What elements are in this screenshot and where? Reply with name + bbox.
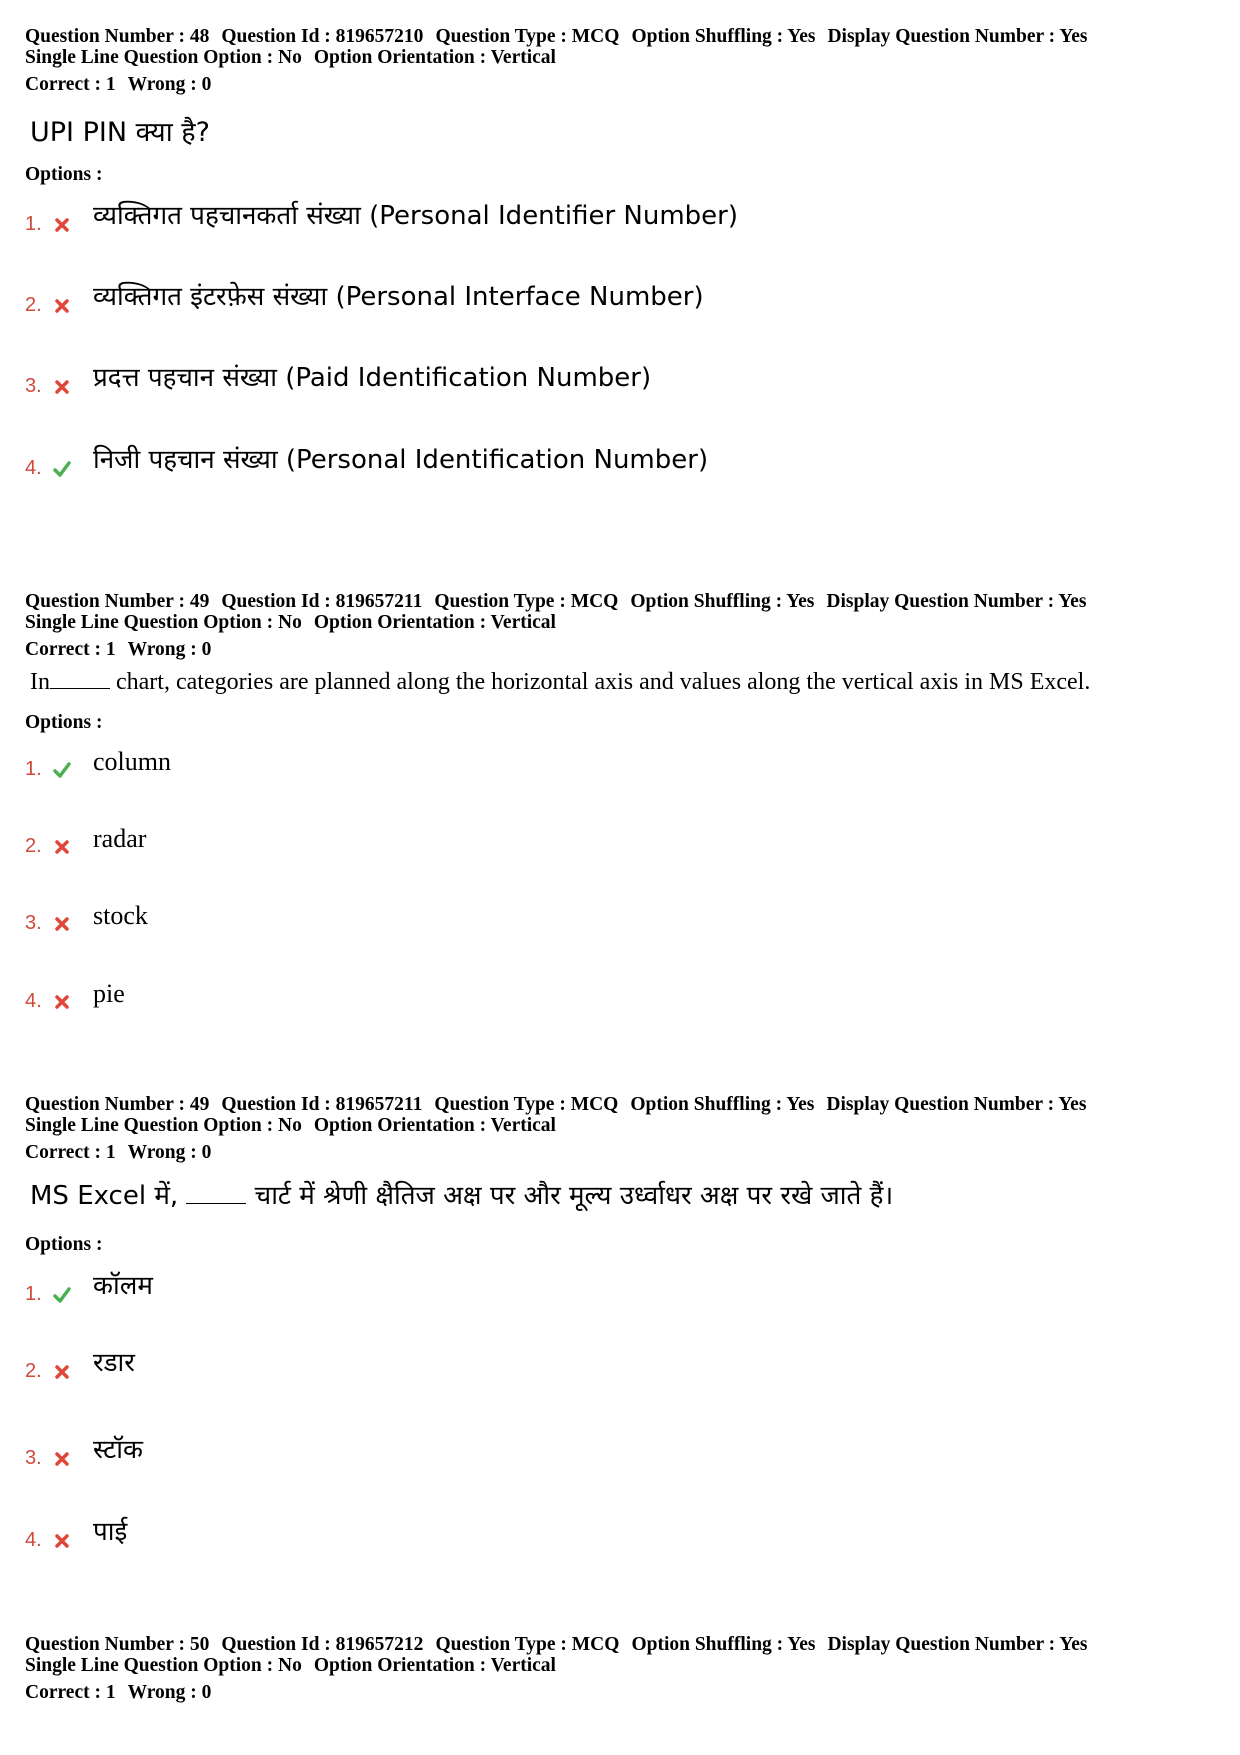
option-item [25,973,1125,1013]
option-shuffling: Option Shuffling : Yes [630,591,815,612]
answer-blank [186,1185,246,1204]
option-number: 4. [25,990,42,1012]
option-shuffling: Option Shuffling : Yes [630,1094,815,1115]
option-number: 3. [25,1447,42,1469]
question-type: Question Type : MCQ [434,591,619,612]
option-text: व्यक्तिगत इंटरफ़ेस संख्या (Personal Interface Number) [93,282,704,312]
question-meta-line2 [25,47,1215,68]
wrong-score: Wrong : 0 [127,639,212,660]
options-label: Options : [25,712,103,733]
check-icon [53,1286,71,1304]
question-id: Question Id : 819657210 [221,26,424,47]
question-text-after: चार्ट में श्रेणी क्षैतिज अक्ष पर और मूल्य उर्ध्वाधर अक्ष पर रखे जाते हैं। [246,1181,894,1211]
option-orientation: Option Orientation : Vertical [313,1115,556,1136]
question-type: Question Type : MCQ [435,1634,620,1655]
question-meta [25,26,1215,47]
question-text-after: chart, categories are planned along the horizontal axis and values along the vertical axis in MS Excel. [110,669,1091,695]
wrong-score: Wrong : 0 [127,74,212,95]
cross-icon [53,216,71,234]
option-shuffling: Option Shuffling : Yes [631,1634,816,1655]
correct-score: Correct : 1 [25,639,116,660]
question-meta [25,591,1215,612]
question-text: UPI PIN क्या है? [30,117,210,148]
option-item [25,196,1125,236]
score-line [25,639,1215,660]
single-line-option: Single Line Question Option : No [25,47,302,68]
option-text: pie [93,979,125,1008]
option-shuffling: Option Shuffling : Yes [631,26,816,47]
check-icon [53,761,71,779]
question-text-before: MS Excel में, [30,1181,187,1211]
display-question-number: Display Question Number : Yes [826,591,1087,612]
single-line-option: Single Line Question Option : No [25,612,302,633]
answer-blank [50,670,110,689]
question-block-49 [25,591,1215,1012]
question-meta [25,1634,1215,1655]
option-number: 1. [25,758,42,780]
question-type: Question Type : MCQ [434,1094,619,1115]
option-number: 3. [25,912,42,934]
option-item [25,895,1125,935]
question-text [30,669,1090,696]
option-item [25,1512,1125,1552]
display-question-number: Display Question Number : Yes [827,1634,1088,1655]
option-text: stock [93,901,148,930]
score-line [25,1142,1215,1163]
option-orientation: Option Orientation : Vertical [313,1655,556,1676]
option-text: column [93,747,171,776]
option-text: स्टॉक [93,1435,143,1465]
option-text: निजी पहचान संख्या (Personal Identification Number) [93,445,709,475]
correct-score: Correct : 1 [25,74,116,95]
option-text: पाई [93,1517,128,1547]
question-meta-line2 [25,1115,1215,1136]
option-number: 4. [25,457,42,479]
option-number: 1. [25,213,42,235]
question-block-48 [25,26,1215,479]
cross-icon [53,993,71,1011]
option-text: प्रदत्त पहचान संख्या (Paid Identification Number) [93,363,652,393]
cross-icon [53,1532,71,1550]
option-item [25,818,1125,858]
options-label: Options : [25,1234,103,1255]
score-line [25,1682,1215,1703]
option-orientation: Option Orientation : Vertical [313,47,556,68]
display-question-number: Display Question Number : Yes [827,26,1088,47]
option-number: 1. [25,1283,42,1305]
question-id: Question Id : 819657211 [221,1094,423,1115]
option-number: 2. [25,1360,42,1382]
question-number: Question Number : 49 [25,1094,210,1115]
option-item [25,440,1125,480]
option-orientation: Option Orientation : Vertical [313,612,556,633]
correct-score: Correct : 1 [25,1142,116,1163]
question-block-49-hindi [25,1094,1215,1551]
check-icon [53,460,71,478]
question-text-before: In [30,669,50,695]
single-line-option: Single Line Question Option : No [25,1115,302,1136]
question-block-50 [25,1634,1215,1703]
display-question-number: Display Question Number : Yes [826,1094,1087,1115]
wrong-score: Wrong : 0 [127,1682,212,1703]
options-label: Options : [25,164,103,185]
score-line [25,74,1215,95]
option-item [25,1343,1125,1383]
cross-icon [53,1363,71,1381]
option-item [25,358,1125,398]
option-number: 2. [25,835,42,857]
question-number: Question Number : 50 [25,1634,210,1655]
question-number: Question Number : 48 [25,26,210,47]
option-item [25,1266,1125,1306]
question-meta-line2 [25,1655,1215,1676]
option-number: 4. [25,1529,42,1551]
question-id: Question Id : 819657212 [221,1634,424,1655]
single-line-option: Single Line Question Option : No [25,1655,302,1676]
cross-icon [53,1450,71,1468]
option-item [25,1430,1125,1470]
option-number: 3. [25,375,42,397]
question-meta [25,1094,1215,1115]
question-type: Question Type : MCQ [435,26,620,47]
question-meta-line2 [25,612,1215,633]
question-id: Question Id : 819657211 [221,591,423,612]
question-text [30,1176,893,1212]
wrong-score: Wrong : 0 [127,1142,212,1163]
option-text: व्यक्तिगत पहचानकर्ता संख्या (Personal Identifier Number) [93,201,738,231]
option-number: 2. [25,294,42,316]
question-number: Question Number : 49 [25,591,210,612]
option-item [25,277,1125,317]
correct-score: Correct : 1 [25,1682,116,1703]
option-text: radar [93,824,147,853]
cross-icon [53,838,71,856]
cross-icon [53,297,71,315]
option-text: रडार [93,1348,135,1378]
option-item [25,741,1125,781]
cross-icon [53,378,71,396]
option-text: कॉलम [93,1271,153,1301]
cross-icon [53,915,71,933]
